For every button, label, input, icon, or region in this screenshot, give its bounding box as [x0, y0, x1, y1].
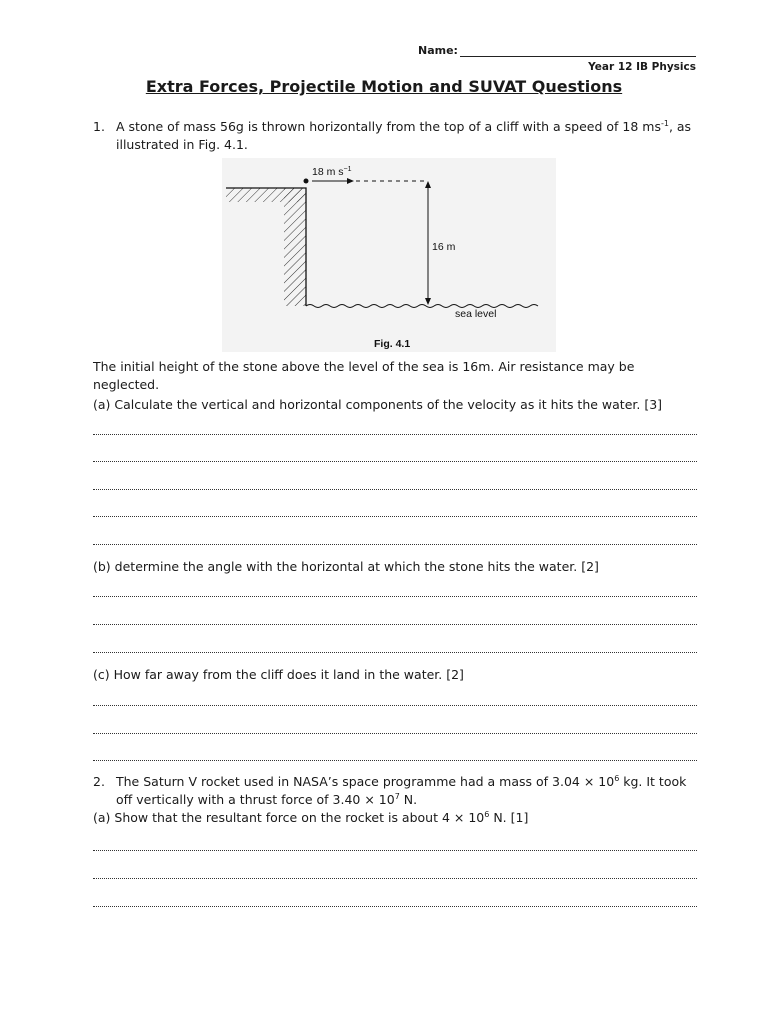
q2-part-a-text: (a) Show that the resultant force on the rocket is about 4 × 10: [93, 810, 485, 825]
answer-line[interactable]: [93, 596, 697, 597]
answer-line[interactable]: [93, 878, 697, 879]
height-arrowhead-top: [425, 181, 431, 188]
figure-4-1: [222, 158, 556, 352]
name-field[interactable]: [460, 56, 696, 57]
stone: [304, 179, 309, 184]
q1-number: 1.: [93, 119, 105, 134]
q2-line2: [116, 791, 417, 809]
height-arrowhead-bottom: [425, 298, 431, 305]
q1-intro-line1: [116, 118, 691, 136]
q1-part-b: (b) determine the angle with the horizontal at which the stone hits the water. [2]: [93, 559, 599, 574]
answer-line[interactable]: [93, 705, 697, 706]
page-title: Extra Forces, Projectile Motion and SUVAT Questions: [145, 77, 623, 96]
q2-line1-sup: 6: [614, 773, 620, 783]
q2-line1-text-end: kg. It took: [619, 774, 687, 789]
answer-line[interactable]: [93, 652, 697, 653]
speed-label: 18 m $s^{-1}$: [312, 166, 352, 178]
answer-line[interactable]: [93, 544, 697, 545]
q1-context-line2: neglected.: [93, 377, 160, 392]
name-label: Name:: [418, 44, 458, 57]
q1-intro-text: A stone of mass 56g is thrown horizontally from the top of a cliff with a speed of 18 ms: [116, 119, 661, 134]
answer-line[interactable]: [93, 906, 697, 907]
sea-level-label: sea level: [455, 308, 497, 320]
q2-part-a: [93, 809, 528, 827]
q1-part-a: (a) Calculate the vertical and horizontal components of the velocity as it hits the water. [3]: [93, 397, 663, 412]
answer-line[interactable]: [93, 461, 697, 462]
q2-line2-text-end: N.: [399, 792, 418, 807]
sea-level-wave: [306, 305, 538, 308]
answer-line[interactable]: [93, 760, 697, 761]
q2-part-a-text-end: N. [1]: [489, 810, 529, 825]
height-label: 16 m: [432, 241, 456, 253]
answer-line[interactable]: [93, 489, 697, 490]
q2-line1-text: The Saturn V rocket used in NASA’s space programme had a mass of 3.04 × 10: [116, 774, 615, 789]
answer-line[interactable]: [93, 733, 697, 734]
answer-line[interactable]: [93, 516, 697, 517]
velocity-arrowhead: [347, 178, 354, 184]
q1-intro-line2: illustrated in Fig. 4.1.: [116, 137, 248, 152]
q2-line2-sup: 7: [394, 791, 400, 801]
figure-caption: Fig. 4.1: [374, 338, 411, 350]
class-label: Year 12 IB Physics: [588, 61, 696, 73]
q1-intro-text-end: , as: [668, 119, 692, 134]
q2-number: 2.: [93, 774, 105, 789]
q1-part-c: (c) How far away from the cliff does it land in the water. [2]: [93, 667, 464, 682]
cliff-diagram: [222, 158, 556, 352]
answer-line[interactable]: [93, 434, 697, 435]
answer-line[interactable]: [93, 850, 697, 851]
answer-line[interactable]: [93, 624, 697, 625]
cliff-face-hatching: [284, 188, 306, 306]
q2-part-a-sup: 6: [484, 809, 490, 819]
q2-line2-text: off vertically with a thrust force of 3.40 × 10: [116, 792, 395, 807]
q1-context-line1: The initial height of the stone above the level of the sea is 16m. Air resistance may be: [93, 359, 635, 374]
q1-intro-sup: -1: [660, 118, 669, 128]
q2-line1: [116, 773, 686, 791]
